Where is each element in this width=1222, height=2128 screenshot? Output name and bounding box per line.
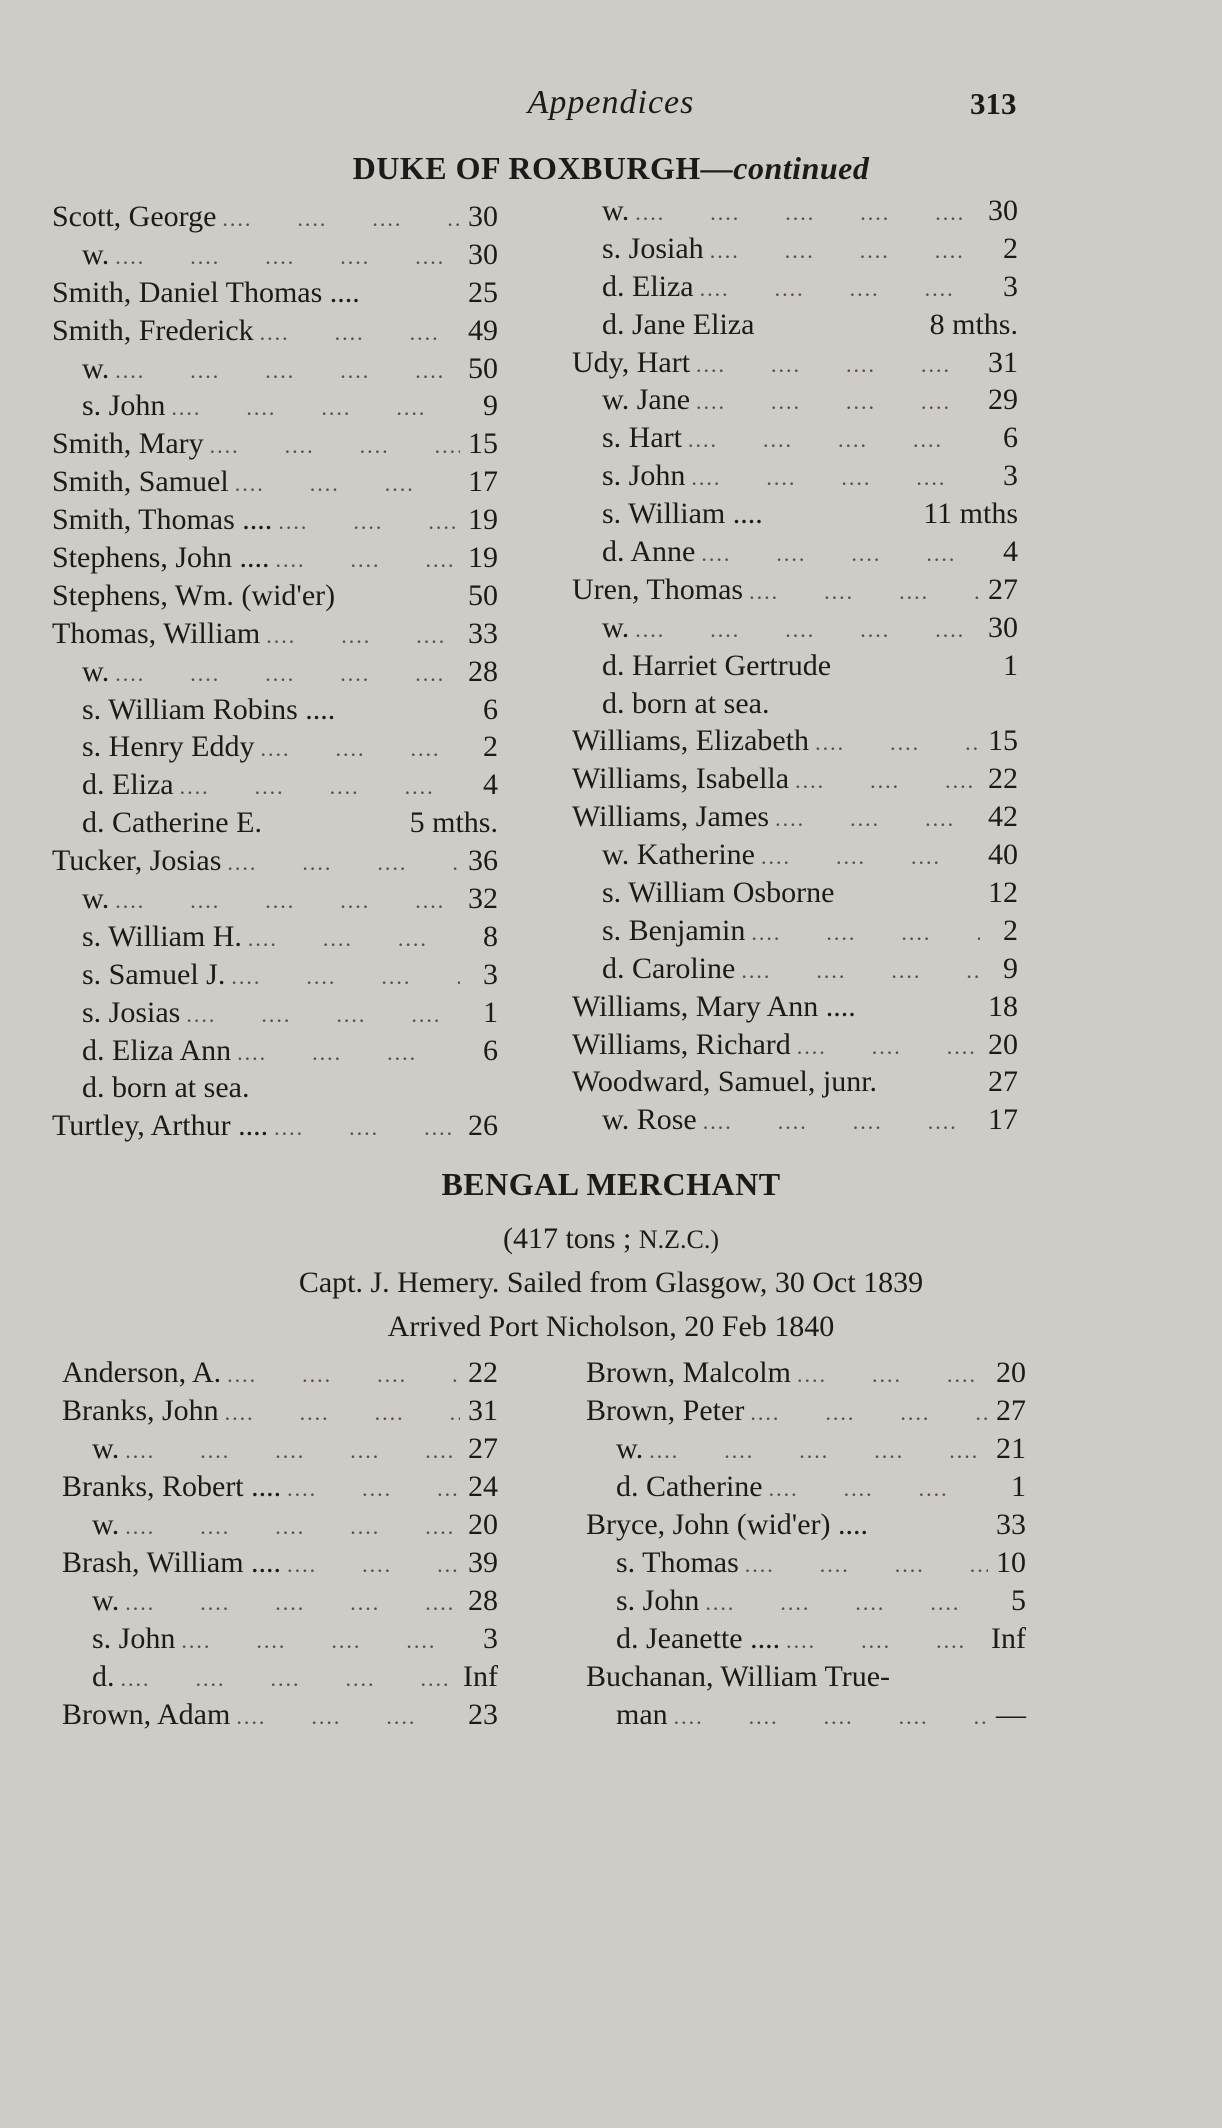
passenger-age: 27 — [996, 1394, 1026, 1427]
passenger-row — [52, 996, 498, 1034]
passenger-row — [52, 579, 498, 617]
passenger-row — [572, 1103, 1018, 1141]
passenger-name: w. — [92, 1584, 120, 1617]
ship-tonnage-line — [0, 1222, 1222, 1256]
passenger-name: d. Jeanette .... — [616, 1622, 781, 1655]
passenger-row — [52, 655, 498, 693]
passenger-row — [572, 459, 1018, 497]
passenger-age: 33 — [468, 616, 498, 650]
passenger-age: 32 — [468, 882, 498, 916]
passenger-name: Williams, Isabella — [572, 762, 790, 796]
dot-leader — [229, 471, 460, 497]
passenger-name: s. Samuel J. — [82, 957, 226, 991]
passenger-name: w. — [82, 882, 110, 916]
arrival-line: Arrived Port Nicholson, 20 Feb 1840 — [387, 1310, 835, 1343]
dot-leader — [745, 920, 980, 946]
passenger-name: man — [616, 1698, 668, 1731]
passenger-name: w. — [82, 654, 110, 688]
passenger-row — [572, 762, 1018, 800]
passenger-name: Anderson, A. — [62, 1356, 222, 1389]
passenger-name: s. Hart — [602, 421, 682, 455]
passenger-row — [52, 1034, 498, 1072]
passenger-age: 19 — [468, 541, 498, 575]
passenger-name: d. Anne — [602, 535, 696, 569]
passenger-row — [572, 1065, 1018, 1103]
passenger-row — [52, 352, 498, 390]
passenger-age: 19 — [468, 503, 498, 537]
passenger-age: 31 — [988, 345, 1018, 379]
dot-leader — [165, 395, 460, 421]
dot-leader — [697, 1109, 980, 1135]
dot-leader — [791, 1362, 988, 1388]
passenger-name: w. — [82, 237, 110, 271]
passenger-age: 2 — [1003, 913, 1018, 947]
dot-leader — [230, 1704, 460, 1730]
passenger-name: Bryce, John (wid'er) .... — [586, 1508, 868, 1541]
passenger-name: Brash, William .... — [62, 1546, 282, 1579]
passenger-age: 39 — [468, 1546, 498, 1579]
dot-leader — [629, 200, 980, 226]
passenger-age: 11 mths — [923, 497, 1018, 531]
passenger-age: 6 — [483, 692, 498, 726]
dot-leader — [219, 1400, 460, 1426]
passenger-name: Scott, George — [52, 200, 217, 233]
passenger-age: 12 — [988, 876, 1018, 910]
passenger-name: s. William Osborne — [602, 876, 835, 910]
passenger-row — [62, 1622, 498, 1660]
dot-leader — [216, 206, 460, 232]
passenger-age: 3 — [1003, 459, 1018, 493]
dot-leader — [109, 888, 460, 914]
dot-leader — [685, 465, 980, 491]
passenger-age: 4 — [483, 768, 498, 802]
passenger-row — [52, 806, 498, 844]
passenger-age: 6 — [1003, 421, 1018, 455]
passenger-row — [572, 194, 1018, 232]
passenger-name: d. — [92, 1660, 115, 1693]
passenger-name: Williams, Mary Ann .... — [572, 989, 856, 1023]
passenger-row — [62, 1356, 498, 1394]
passenger-name: Smith, Thomas .... — [52, 503, 273, 537]
passenger-age: 24 — [468, 1470, 498, 1503]
passenger-row — [52, 882, 498, 920]
passenger-name: w. Rose — [602, 1103, 697, 1137]
passenger-name: s. Benjamin — [602, 913, 746, 947]
passenger-name: Smith, Samuel — [52, 465, 229, 499]
passenger-row — [586, 1356, 1026, 1394]
passenger-name: s. John — [82, 389, 166, 423]
passenger-row — [572, 383, 1018, 421]
passenger-age: 18 — [988, 989, 1018, 1023]
passenger-age: 8 — [483, 919, 498, 953]
passenger-age: 20 — [988, 1027, 1018, 1061]
dot-leader — [268, 1115, 460, 1141]
dot-leader — [682, 427, 980, 453]
passenger-row — [572, 232, 1018, 270]
passenger-name: s. Josiah — [602, 231, 704, 265]
passenger-age: 2 — [483, 730, 498, 764]
passenger-age: 22 — [468, 1356, 498, 1389]
passenger-name: w. — [602, 610, 630, 644]
passenger-row — [572, 914, 1018, 952]
passenger-row — [572, 535, 1018, 573]
passenger-name: Smith, Daniel Thomas .... — [52, 275, 360, 309]
passenger-row — [572, 952, 1018, 990]
passenger-row — [586, 1622, 1026, 1660]
dot-leader — [695, 541, 980, 567]
passenger-name: Williams, James — [572, 800, 770, 834]
dot-leader — [221, 850, 460, 876]
passenger-name: w. — [92, 1508, 120, 1541]
passenger-name: d. Catherine — [616, 1470, 763, 1503]
passenger-row — [572, 573, 1018, 611]
passenger-age: 28 — [468, 1584, 498, 1617]
dot-leader — [119, 1590, 460, 1616]
passenger-row — [572, 1028, 1018, 1066]
running-title: Appendices — [527, 84, 695, 121]
passenger-name: s. Henry Eddy — [82, 730, 255, 764]
passenger-name: s. John — [616, 1584, 700, 1617]
dot-leader — [109, 358, 460, 384]
passenger-age: 30 — [468, 200, 498, 233]
passenger-row — [62, 1394, 498, 1432]
passenger-age: 1 — [1011, 1470, 1026, 1503]
passenger-age: 50 — [468, 578, 498, 612]
passenger-name: Smith, Frederick — [52, 313, 254, 347]
tonnage: (417 tons ; — [502, 1222, 632, 1255]
passenger-row — [52, 427, 498, 465]
dot-leader — [270, 547, 461, 573]
dot-leader — [755, 844, 980, 870]
passenger-name: s. John — [92, 1622, 176, 1655]
passenger-age: 27 — [468, 1432, 498, 1465]
passenger-age: 20 — [468, 1508, 498, 1541]
passenger-age: 10 — [996, 1546, 1026, 1579]
passenger-name: Williams, Elizabeth — [572, 724, 810, 758]
bengal-right-column — [586, 1356, 1026, 1736]
passenger-row — [52, 1071, 498, 1109]
passenger-row — [572, 497, 1018, 535]
passenger-name: Williams, Richard — [572, 1027, 791, 1061]
passenger-name: s. Thomas — [616, 1546, 739, 1579]
captain-line: Capt. J. Hemery. Sailed from Glasgow, 30 Oct 1839 — [298, 1266, 924, 1299]
dot-leader — [204, 433, 460, 459]
passenger-row — [586, 1546, 1026, 1584]
passenger-name: Buchanan, William True- — [586, 1660, 891, 1693]
passenger-age: 1 — [483, 995, 498, 1029]
dot-leader — [699, 1590, 988, 1616]
passenger-age: Inf — [463, 1660, 498, 1693]
passenger-age: 4 — [1003, 535, 1018, 569]
passenger-name: s. William Robins .... — [82, 692, 336, 726]
section-title-duke-of-roxburgh — [0, 150, 1222, 187]
passenger-row — [52, 958, 498, 996]
passenger-name: d. Caroline — [602, 951, 736, 985]
passenger-age: 40 — [988, 838, 1018, 872]
passenger-age: 17 — [468, 465, 498, 499]
passenger-age: 28 — [468, 654, 498, 688]
passenger-row — [586, 1394, 1026, 1432]
dot-leader — [735, 958, 980, 984]
passenger-name: w. — [82, 351, 110, 385]
passenger-row — [52, 920, 498, 958]
passenger-row — [572, 611, 1018, 649]
dot-leader — [789, 768, 980, 794]
passenger-age: 22 — [988, 762, 1018, 796]
passenger-age: 2 — [1003, 231, 1018, 265]
passenger-row — [52, 693, 498, 731]
dot-leader — [769, 806, 980, 832]
passenger-name: w. Katherine — [602, 838, 755, 872]
duke-right-column — [572, 194, 1018, 1141]
passenger-name: Stephens, Wm. (wid'er) — [52, 578, 336, 612]
dot-leader — [225, 964, 460, 990]
passenger-row — [52, 276, 498, 314]
passenger-age: 30 — [468, 237, 498, 271]
bengal-left-column — [62, 1356, 498, 1736]
passenger-row — [572, 800, 1018, 838]
passenger-age: 6 — [483, 1033, 498, 1067]
passenger-age: 26 — [468, 1109, 498, 1143]
dot-leader — [690, 352, 980, 378]
passenger-row — [572, 270, 1018, 308]
passenger-age: 20 — [996, 1356, 1026, 1389]
passenger-row — [572, 421, 1018, 459]
passenger-row — [572, 838, 1018, 876]
passenger-name: w. — [616, 1432, 644, 1465]
passenger-name: d. born at sea. — [602, 686, 770, 720]
ship-name: DUKE OF ROXBURGH — [352, 150, 701, 186]
passenger-row — [62, 1470, 498, 1508]
passenger-row — [572, 990, 1018, 1028]
passenger-age: 25 — [468, 275, 498, 309]
passenger-row — [586, 1698, 1026, 1736]
passenger-name: d. Jane Eliza — [602, 307, 755, 341]
dot-leader — [242, 926, 460, 952]
passenger-age: 15 — [988, 724, 1018, 758]
passenger-age: 9 — [1003, 951, 1018, 985]
passenger-row — [62, 1546, 498, 1584]
passenger-row — [52, 768, 498, 806]
passenger-age: 27 — [988, 572, 1018, 606]
passenger-name: w. — [602, 194, 630, 227]
passenger-row — [62, 1698, 498, 1736]
passenger-name: d. Eliza — [82, 768, 174, 802]
passenger-row — [62, 1660, 498, 1698]
passenger-age: 17 — [988, 1103, 1018, 1137]
continued-label: —continued — [700, 150, 870, 186]
dot-leader — [221, 1362, 460, 1388]
passenger-name: Uren, Thomas — [572, 572, 744, 606]
dot-leader — [791, 1034, 980, 1060]
passenger-name: Turtley, Arthur .... — [52, 1109, 269, 1143]
passenger-name: Stephens, John .... — [52, 541, 270, 575]
passenger-row — [52, 389, 498, 427]
passenger-age: 9 — [483, 389, 498, 423]
passenger-row — [572, 687, 1018, 725]
dot-leader — [780, 1628, 988, 1654]
passenger-name: Woodward, Samuel, junr. — [572, 1065, 878, 1099]
dot-leader — [739, 1552, 988, 1578]
passenger-row — [52, 617, 498, 655]
passenger-age: 33 — [996, 1508, 1026, 1541]
passenger-age: 3 — [483, 1622, 498, 1655]
dot-leader — [109, 661, 460, 687]
passenger-row — [572, 308, 1018, 346]
dot-leader — [119, 1438, 460, 1464]
passenger-row — [52, 465, 498, 503]
passenger-age: 5 — [1011, 1584, 1026, 1617]
passenger-row — [586, 1660, 1026, 1698]
dot-leader — [668, 1704, 988, 1730]
passenger-row — [572, 346, 1018, 384]
dot-leader — [643, 1438, 988, 1464]
passenger-row — [52, 844, 498, 882]
dot-leader — [690, 389, 980, 415]
dot-leader — [115, 1666, 461, 1692]
passenger-name: Branks, John — [62, 1394, 219, 1427]
dot-leader — [119, 1514, 460, 1540]
passenger-age: 21 — [996, 1432, 1026, 1465]
passenger-row — [52, 730, 498, 768]
passenger-age: 30 — [988, 610, 1018, 644]
passenger-name: s. Josias — [82, 995, 181, 1029]
passenger-age: 15 — [468, 427, 498, 461]
passenger-row — [586, 1432, 1026, 1470]
section-title-bengal-merchant: BENGAL MERCHANT — [441, 1166, 781, 1202]
duke-left-column — [52, 200, 498, 1147]
dot-leader — [260, 623, 460, 649]
dot-leader — [180, 1002, 460, 1028]
dot-leader — [743, 579, 980, 605]
passenger-age: 1 — [1003, 648, 1018, 682]
passenger-name: s. William .... — [602, 497, 763, 531]
passenger-name: Brown, Adam — [62, 1698, 231, 1731]
page-number: 313 — [970, 86, 1017, 121]
dot-leader — [281, 1552, 460, 1578]
passenger-row — [62, 1508, 498, 1546]
passenger-row — [52, 503, 498, 541]
passenger-age: 49 — [468, 313, 498, 347]
passenger-name: Branks, Robert .... — [62, 1470, 282, 1503]
passenger-age: 5 mths. — [409, 806, 498, 840]
passenger-row — [586, 1584, 1026, 1622]
passenger-row — [572, 724, 1018, 762]
passenger-row — [586, 1470, 1026, 1508]
passenger-name: d. Harriet Gertrude — [602, 648, 832, 682]
dot-leader — [809, 730, 980, 756]
dot-leader — [109, 244, 460, 270]
passenger-age: 36 — [468, 844, 498, 878]
passenger-row — [62, 1432, 498, 1470]
passenger-age: 8 mths. — [929, 307, 1018, 341]
dot-leader — [763, 1476, 988, 1502]
passenger-age: 29 — [988, 383, 1018, 417]
passenger-row — [52, 541, 498, 579]
dot-leader — [704, 238, 980, 264]
passenger-row — [572, 876, 1018, 914]
passenger-name: Tucker, Josias — [52, 844, 222, 878]
passenger-name: Brown, Peter — [586, 1394, 745, 1427]
dot-leader — [231, 1040, 460, 1066]
passenger-name: s. John — [602, 459, 686, 493]
dot-leader — [254, 320, 460, 346]
passenger-name: s. William H. — [82, 919, 242, 953]
passenger-row — [52, 200, 498, 238]
passenger-name: Smith, Mary — [52, 427, 204, 461]
dot-leader — [694, 276, 980, 302]
dot-leader — [254, 736, 460, 762]
passenger-age: 42 — [988, 800, 1018, 834]
passenger-age: 50 — [468, 351, 498, 385]
passenger-age: 3 — [483, 957, 498, 991]
passenger-name: d. Eliza Ann — [82, 1033, 232, 1067]
passenger-name: w. — [92, 1432, 120, 1465]
company: N.Z.C.) — [638, 1225, 719, 1254]
passenger-name: d. Catherine E. — [82, 806, 262, 840]
dot-leader — [281, 1476, 460, 1502]
passenger-age: Inf — [991, 1622, 1026, 1655]
passenger-name: Thomas, William — [52, 616, 261, 650]
passenger-name: d. Eliza — [602, 269, 694, 303]
passenger-row — [572, 649, 1018, 687]
dot-leader — [174, 774, 460, 800]
passenger-age: 3 — [1003, 269, 1018, 303]
passenger-age: 23 — [468, 1698, 498, 1731]
passenger-age: 31 — [468, 1394, 498, 1427]
passenger-name: Brown, Malcolm — [586, 1356, 791, 1389]
dot-leader — [744, 1400, 988, 1426]
dot-leader — [629, 617, 980, 643]
passenger-name: d. born at sea. — [82, 1071, 250, 1105]
dot-leader — [272, 509, 460, 535]
passenger-age: 27 — [988, 1065, 1018, 1099]
passenger-name: w. Jane — [602, 383, 691, 417]
passenger-row — [52, 238, 498, 276]
passenger-age: 30 — [988, 194, 1018, 227]
passenger-age: — — [996, 1698, 1026, 1731]
passenger-row — [586, 1508, 1026, 1546]
dot-leader — [175, 1628, 460, 1654]
passenger-row — [62, 1584, 498, 1622]
passenger-row — [52, 314, 498, 352]
passenger-row — [52, 1109, 498, 1147]
passenger-name: Udy, Hart — [572, 345, 691, 379]
